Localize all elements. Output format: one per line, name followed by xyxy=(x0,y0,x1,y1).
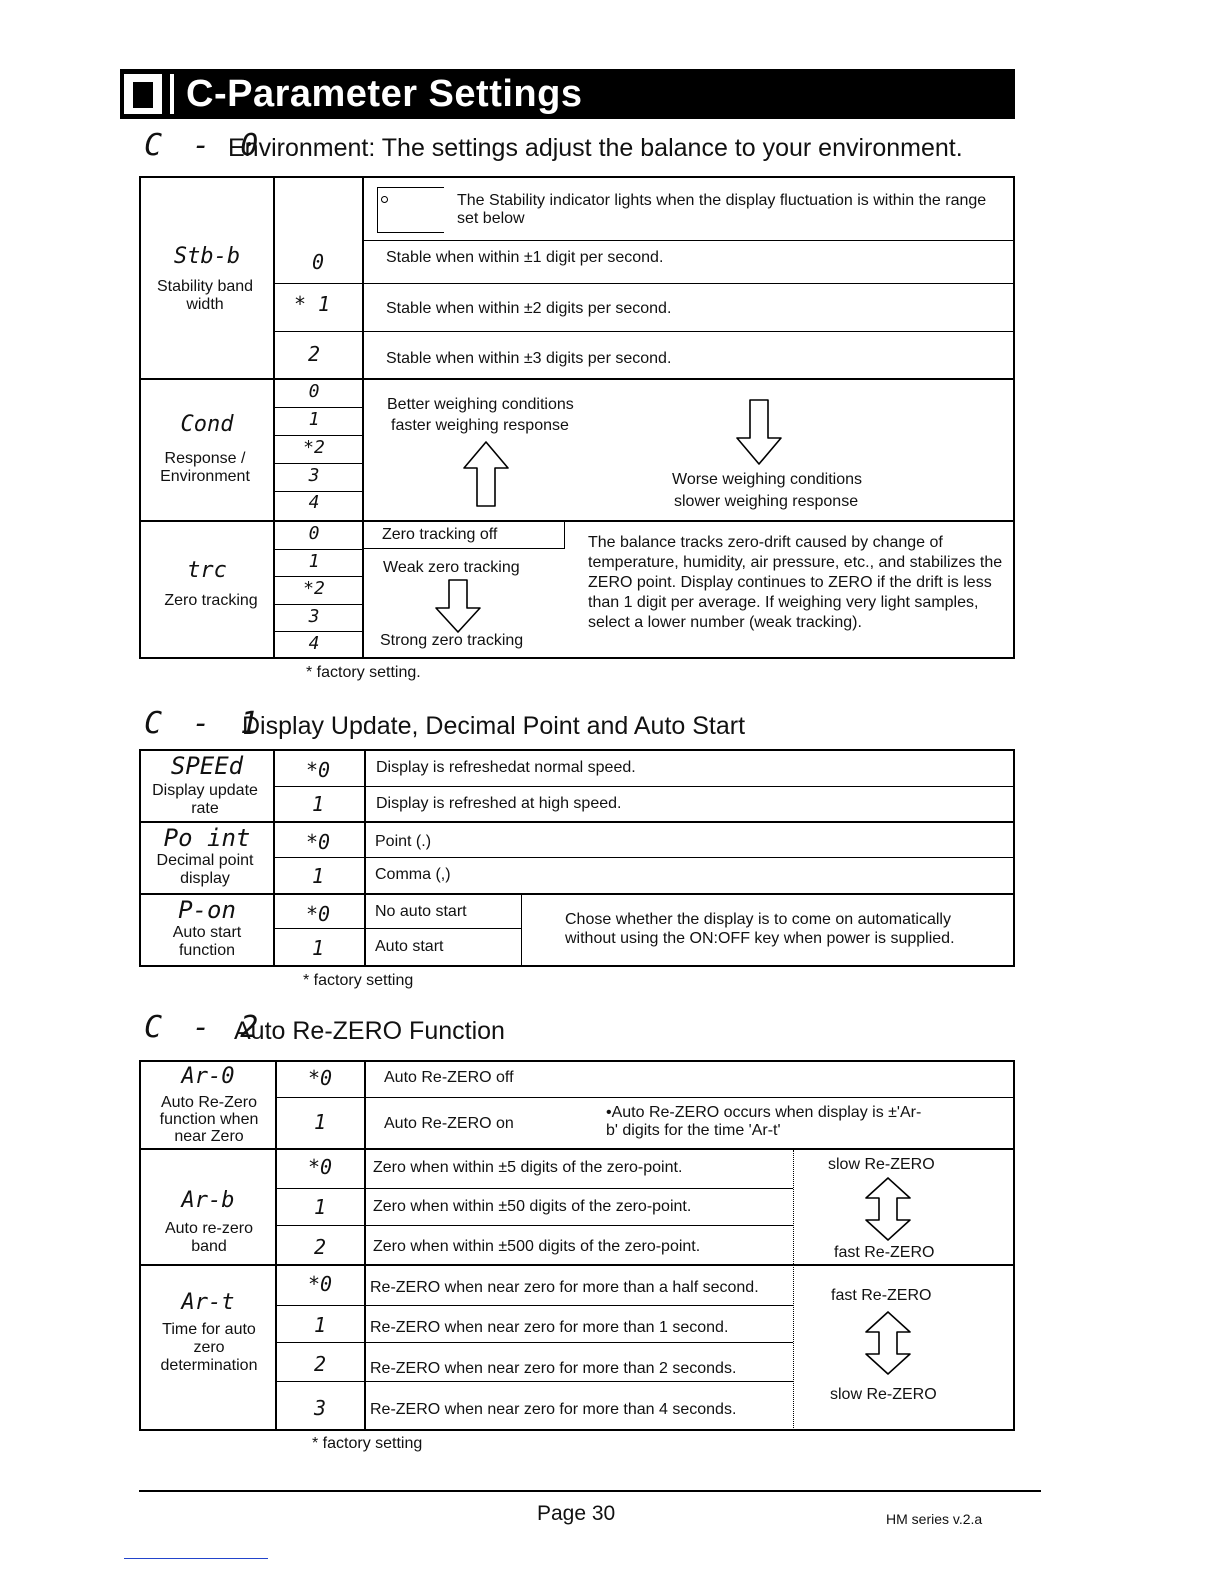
cond-slower: slower weighing response xyxy=(674,493,859,510)
page-title: C-Parameter Settings xyxy=(186,73,583,115)
stb-desc: Stable when within ±2 digits per second. xyxy=(386,300,672,317)
ar0-note: •Auto Re-ZERO occurs when display is ±'Ar-b' digits for the time 'Ar-t' xyxy=(606,1104,922,1139)
art-desc: Re-ZERO when near zero for more than 1 second. xyxy=(370,1319,729,1336)
trc-label: Zero tracking xyxy=(164,592,258,609)
indicator-note: The Stability indicator lights when the display fluctuation is within the range set below xyxy=(457,192,987,227)
page-number: Page 30 xyxy=(537,1502,616,1525)
ar0-desc: Auto Re-ZERO on xyxy=(384,1115,514,1132)
arb-desc: Zero when within ±50 digits of the zero-point. xyxy=(373,1198,692,1215)
stb-desc: Stable when within ±3 digits per second. xyxy=(386,350,672,367)
stb-value: * 1 xyxy=(293,292,331,316)
point-code: Po int xyxy=(163,824,251,852)
arb-value: *0 xyxy=(307,1155,333,1179)
cond-value: 1 xyxy=(308,409,320,430)
art-desc: Re-ZERO when near zero for more than a half second. xyxy=(370,1279,759,1296)
c1-code: C - 1 xyxy=(144,706,265,741)
trc-code: trc xyxy=(187,558,227,583)
point-value: *0 xyxy=(305,830,331,854)
pon-desc: No auto start xyxy=(375,903,467,920)
trc-strong: Strong zero tracking xyxy=(380,632,524,649)
speed-value: 1 xyxy=(311,792,325,816)
trc-weak: Weak zero tracking xyxy=(383,559,520,576)
art-code: Ar-t xyxy=(181,1290,235,1315)
trc-value: 0 xyxy=(308,523,320,544)
cond-faster: faster weighing response xyxy=(391,417,569,434)
trc-value: 4 xyxy=(308,633,320,654)
c2-code: C - 2 xyxy=(144,1010,265,1045)
cond-worse: Worse weighing conditions xyxy=(672,471,863,488)
trc-value: 3 xyxy=(308,606,320,627)
stb-label: Stability band width xyxy=(156,278,254,313)
pon-code: P-on xyxy=(178,896,236,924)
arb-label: Auto re-zero band xyxy=(164,1220,254,1255)
ar0-value: *0 xyxy=(307,1066,333,1090)
cond-better: Better weighing conditions xyxy=(387,396,574,413)
c2-factory-note: * factory setting xyxy=(312,1435,423,1452)
speed-code: SPEEd xyxy=(170,752,244,780)
cond-label: Response / Environment xyxy=(160,450,250,485)
point-desc: Point (.) xyxy=(375,833,432,850)
trc-value: *2 xyxy=(303,578,325,599)
series-version: HM series v.2.a xyxy=(886,1511,983,1527)
footer-rule xyxy=(139,1490,1041,1492)
banner-divider xyxy=(170,74,174,114)
pon-value: *0 xyxy=(305,902,331,926)
arb-value: 2 xyxy=(313,1235,327,1259)
arb-desc: Zero when within ±5 digits of the zero-point. xyxy=(373,1159,683,1176)
c0-factory-note: * factory setting. xyxy=(306,664,421,681)
double-arrow-icon xyxy=(863,1310,913,1376)
cond-value: 3 xyxy=(308,465,320,486)
c2-title: Auto Re-ZERO Function xyxy=(234,1017,505,1045)
arb-top: slow Re-ZERO xyxy=(828,1156,935,1173)
pon-description: Chose whether the display is to come on automatically without using the ON:OFF key when power is supplied. xyxy=(565,911,955,947)
stb-code: Stb-b xyxy=(173,244,241,269)
cond-value: 4 xyxy=(308,492,320,513)
c0-title: Environment: The settings adjust the balance to your environment. xyxy=(228,134,963,162)
trc-off: Zero tracking off xyxy=(382,526,498,543)
art-desc: Re-ZERO when near zero for more than 4 seconds. xyxy=(370,1401,737,1418)
art-top: fast Re-ZERO xyxy=(831,1287,932,1304)
point-value: 1 xyxy=(311,864,325,888)
cond-code: Cond xyxy=(180,412,234,437)
c0-code: C - 0 xyxy=(144,128,265,163)
speed-desc: Display is refreshed at high speed. xyxy=(376,795,622,812)
arrow-down-icon xyxy=(734,398,784,466)
pon-value: 1 xyxy=(311,936,325,960)
stability-indicator-frame xyxy=(377,187,444,233)
pon-desc: Auto start xyxy=(375,938,444,955)
arrow-down-icon xyxy=(433,578,483,634)
trc-value: 1 xyxy=(308,551,320,572)
ar0-desc: Auto Re-ZERO off xyxy=(384,1069,514,1086)
art-value: 2 xyxy=(313,1352,327,1376)
column-divider xyxy=(793,1150,794,1430)
ar0-code: Ar-0 xyxy=(181,1064,235,1089)
stability-indicator-icon xyxy=(381,196,388,203)
art-value: 1 xyxy=(313,1313,327,1337)
cond-value: *2 xyxy=(303,437,325,458)
point-label: Decimal point display xyxy=(156,852,254,887)
point-desc: Comma (,) xyxy=(375,866,451,883)
arb-desc: Zero when within ±500 digits of the zero-point. xyxy=(373,1238,701,1255)
stb-value: 0 xyxy=(311,250,325,274)
cond-value: 0 xyxy=(308,381,320,402)
stb-desc: Stable when within ±1 digit per second. xyxy=(386,249,664,266)
balance-icon xyxy=(124,74,162,114)
art-bottom: slow Re-ZERO xyxy=(830,1386,937,1403)
arb-value: 1 xyxy=(313,1195,327,1219)
c1-title: Display Update, Decimal Point and Auto Start xyxy=(242,712,746,740)
arrow-up-icon xyxy=(461,440,511,508)
c1-factory-note: * factory setting xyxy=(303,972,414,989)
speed-desc: Display is refreshedat normal speed. xyxy=(376,759,636,776)
trc-description: The balance tracks zero-drift caused by change of temperature, humidity, air pressure, etc., and stabilizes the ZERO point. Display continues to ZERO if the drift is less than 1 digit per average. If weighing very light samples, select a lower number (weak tracking). xyxy=(588,534,1003,631)
speed-value: *0 xyxy=(305,758,331,782)
art-label: Time for auto zero determination xyxy=(160,1321,258,1374)
arb-bottom: fast Re-ZERO xyxy=(834,1244,935,1261)
art-desc: Re-ZERO when near zero for more than 2 seconds. xyxy=(370,1360,737,1377)
speed-label: Display update rate xyxy=(152,782,258,817)
art-value: 3 xyxy=(313,1396,327,1420)
stb-value: 2 xyxy=(307,342,321,366)
ar0-value: 1 xyxy=(313,1110,327,1134)
ar0-label: Auto Re-Zero function when near Zero xyxy=(159,1094,259,1145)
double-arrow-icon xyxy=(863,1176,913,1242)
art-value: *0 xyxy=(307,1272,333,1296)
bottom-rule xyxy=(124,1558,268,1559)
pon-label: Auto start function xyxy=(172,924,242,959)
arb-code: Ar-b xyxy=(181,1188,235,1213)
